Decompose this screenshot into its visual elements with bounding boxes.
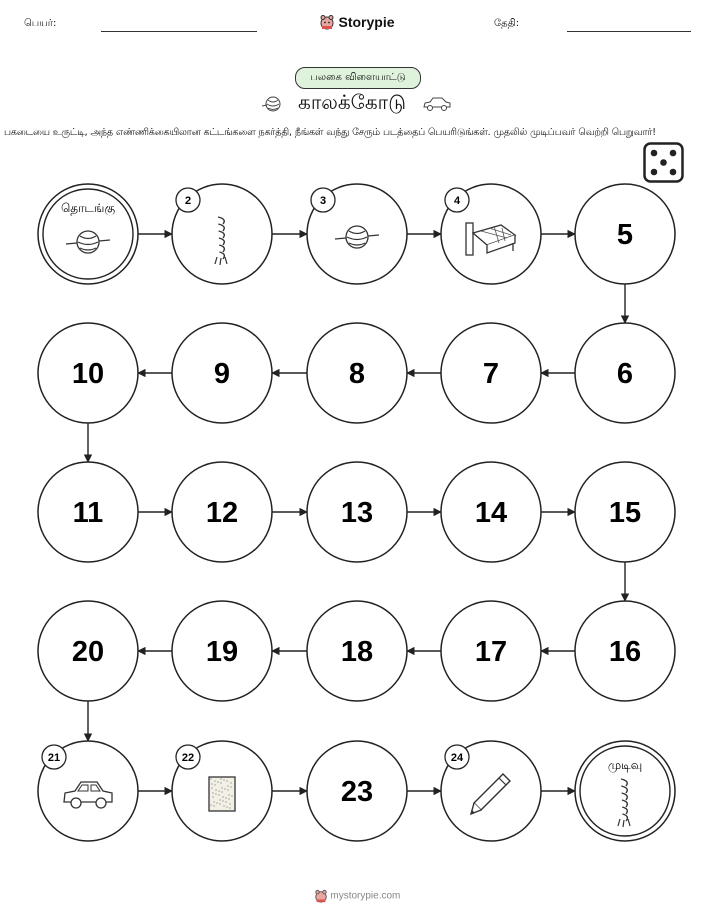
- board-space: [575, 462, 675, 562]
- name-label: பெயர்:: [24, 18, 57, 29]
- footer-url: mystorypie.com: [330, 890, 401, 902]
- space-number: 18: [340, 636, 374, 668]
- start-space: [38, 184, 138, 284]
- space-number: 23: [340, 776, 374, 808]
- footer: [0, 889, 714, 903]
- board-space: [172, 462, 272, 562]
- space-number: 19: [205, 636, 239, 668]
- space-label: தொடங்கு: [60, 201, 116, 215]
- space-number: 9: [213, 358, 231, 390]
- board-space: [172, 184, 272, 284]
- space-number: 16: [608, 636, 642, 668]
- board-space: [575, 601, 675, 701]
- space-number: 12: [205, 497, 239, 529]
- board-space: [172, 323, 272, 423]
- board-space: [307, 601, 407, 701]
- space-number: 14: [474, 497, 508, 529]
- board-space: [38, 601, 138, 701]
- storypie-logo-icon: [314, 889, 328, 903]
- space-number: 8: [348, 358, 366, 390]
- board-space: [441, 184, 541, 284]
- board-space: [441, 741, 541, 841]
- space-number: 3: [319, 195, 327, 207]
- board-space: [38, 741, 138, 841]
- board-space: [441, 601, 541, 701]
- board-space: [38, 323, 138, 423]
- space-number: 20: [71, 636, 105, 668]
- board-space: [172, 741, 272, 841]
- space-number: 17: [474, 636, 508, 668]
- space-label: முடிவு: [607, 758, 643, 772]
- board-space: [307, 741, 407, 841]
- brand-name: Storypie: [338, 14, 395, 31]
- board-space: [307, 323, 407, 423]
- board-space: [441, 462, 541, 562]
- space-number: 2: [184, 195, 192, 207]
- board-space: [307, 184, 407, 284]
- sandpaper-icon: [209, 777, 235, 811]
- title-text: காலக்கோடு: [298, 90, 406, 114]
- finish-space: [575, 741, 675, 841]
- board-space: [38, 462, 138, 562]
- space-number: 5: [616, 219, 634, 251]
- space-number: 4: [453, 195, 461, 207]
- space-number: 15: [608, 497, 642, 529]
- space-number: 13: [340, 497, 374, 529]
- board-space: [307, 462, 407, 562]
- space-number: 7: [482, 358, 500, 390]
- space-number: 6: [616, 358, 634, 390]
- board-space: [575, 184, 675, 284]
- board-space: [172, 601, 272, 701]
- space-number: 11: [72, 497, 104, 529]
- board-space: [575, 323, 675, 423]
- instructions: பகடையை உருட்டி, அந்த எண்ணிக்கையிலான கட்டங்களை நகர்த்தி, நீங்கள் வந்து சேரும் படத்தைப் பெயரிடுங்கள். முதலில் முடிப்பவர் வெற்றி பெறுவார்!: [4, 127, 657, 138]
- board-game-badge: பலகை விளையாட்டு: [295, 67, 421, 89]
- space-number: 10: [71, 358, 105, 390]
- space-number: 22: [181, 752, 195, 764]
- space-number: 21: [47, 752, 61, 764]
- board-space: [441, 323, 541, 423]
- space-number: 24: [450, 752, 464, 764]
- date-label: தேதி:: [494, 18, 520, 29]
